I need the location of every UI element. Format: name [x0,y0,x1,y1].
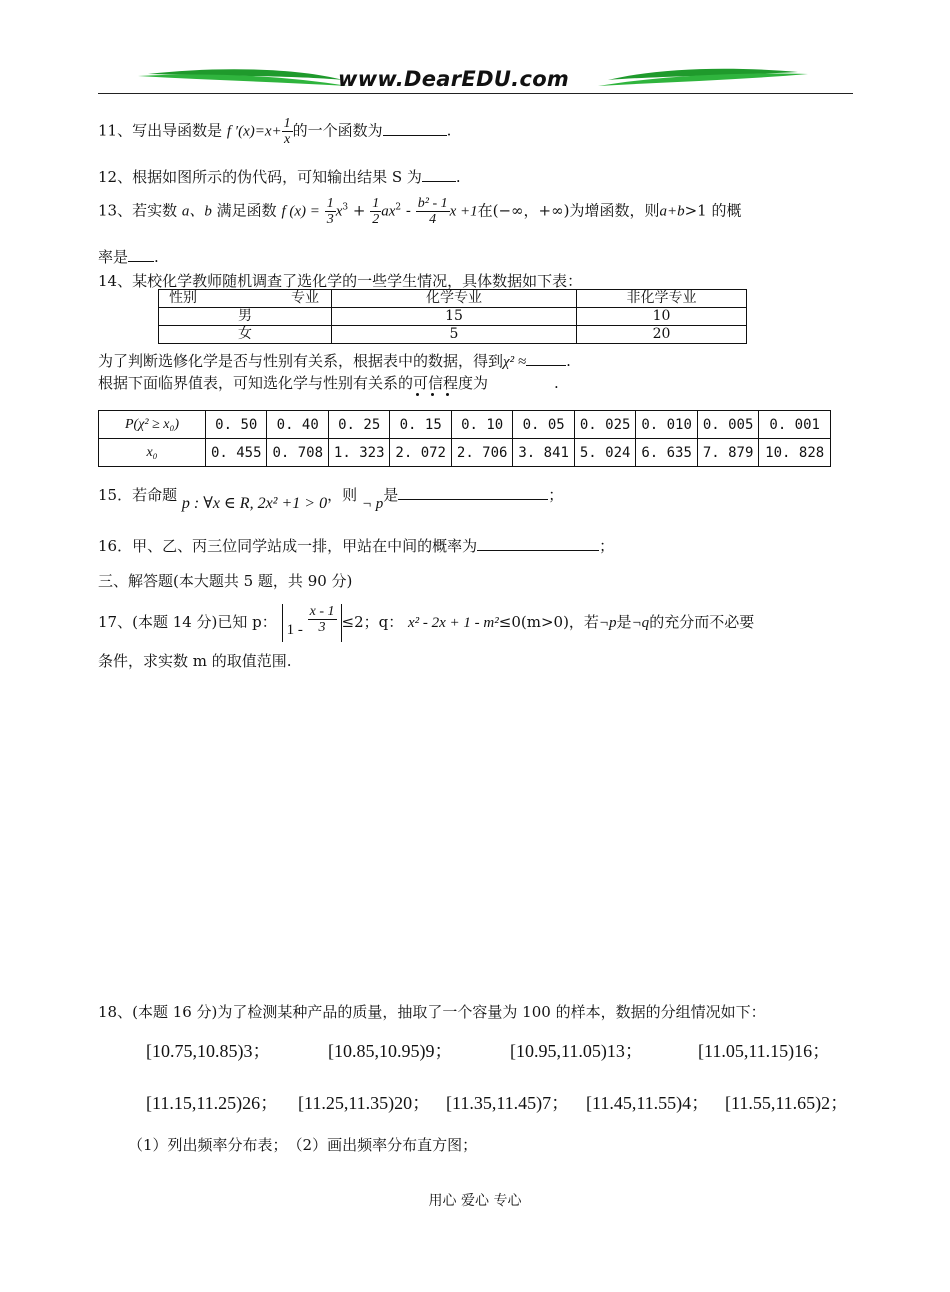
crit-x-cell: 2. 072 [390,439,451,467]
q13-term3: x +1 [449,203,478,220]
site-name: www.DearEDU.com [338,67,570,91]
question-13-line2 [98,246,159,267]
q11-fprime: f ′(x) [226,123,255,140]
question-18-tasks: （1）列出频率分布表； （2）画出频率分布直方图； [128,1136,478,1154]
q14-line2-text: 根据下面临界值表，可知选化学与性别有关系的可信程度为 [98,374,489,392]
table-row [159,308,747,326]
q11-frac-den: x [284,132,291,147]
q16-answer-blank[interactable] [477,536,599,551]
crit-p-label: P(χ² ≥ x₀) [99,411,206,439]
q17-text1: 17、(本题 14 分)已知 p： [98,613,277,631]
q13-f: f (x) = [281,203,320,220]
crit-x-cell: 2. 706 [451,439,512,467]
header-chem: 化学专业 [332,290,577,308]
interval-1: [10.75,10.85)3； [146,1041,271,1061]
q13-frac2-den: 2 [372,212,380,227]
question-11 [98,116,451,147]
corner-right-label: 专业 [291,290,319,306]
question-18-intro: 18、(本题 16 分)为了检测某种产品的质量，抽取了一个容量为 100 的样本，数据的分组情况如下： [98,1003,766,1021]
q13-answer-blank[interactable] [128,247,154,262]
question-14-line1 [98,350,571,371]
q14-chi-blank[interactable] [526,351,566,366]
crit-p-cell: 0. 40 [267,411,328,439]
crit-x-cell: 7. 879 [697,439,758,467]
crit-p-cell: 0. 50 [206,411,267,439]
crit-x-cell: 0. 708 [267,439,328,467]
q13-text3: 在(−∞，+∞)为增函数，则 [477,201,660,220]
interval-3: [10.95,11.05)13； [510,1041,643,1061]
q13-frac2 [370,196,381,227]
question-17-line2: 条件，求实数 m 的取值范围. [98,652,292,670]
crit-p-cell: 0. 010 [636,411,697,439]
q11-text: 11、写出导函数是 [98,121,223,140]
question-16 [98,535,614,556]
crit-p-cell: 0. 005 [697,411,758,439]
q17-expression: x² - 2x + 1 - m² [408,615,499,631]
interval-9: [11.55,11.65)2； [725,1093,849,1113]
table-row [99,411,831,439]
q17-text5: 的充分而不必要 [649,613,755,631]
interval-4: [11.05,11.15)16； [698,1041,831,1061]
q11-frac-num: 1 [283,116,291,131]
q14-end2: . [554,374,559,392]
q14-end1: . [566,352,571,370]
q13-frac1-den: 3 [326,212,334,227]
q17-text3: ≤0(m>0)，若 [498,613,599,631]
corner-cell [159,290,332,308]
table-row [99,439,831,467]
crit-p-cell: 0. 001 [759,411,831,439]
header-nonchem: 非化学专业 [577,290,747,308]
q15-text3: 是 [383,486,399,504]
q13-frac2-num: 1 [372,196,380,211]
q13-term2: ax [381,203,396,220]
q13-cond: a+b [659,203,685,220]
corner-left-label: 性别 [169,290,197,306]
q13-frac3-num: b² - 1 [417,196,448,211]
q17-frac-num: x - 1 [309,604,335,619]
q17-fraction [308,604,337,635]
interval-7: [11.35,11.45)7； [446,1093,570,1113]
question-14-line2 [98,372,559,393]
table-cell: 5 [332,326,577,344]
q13-text1: 13、若实数 [98,201,178,220]
q13-term1: x [335,203,343,220]
q11-fraction [282,116,293,147]
q15-negation: ¬ p [361,496,384,512]
q13-text2: 满足函数 [216,201,277,220]
q17-text4: 是 [616,613,632,631]
question-17 [98,604,754,642]
row-label: 女 [159,326,332,344]
crit-x-cell: 3. 841 [513,439,574,467]
emphasis-dot [446,393,449,396]
q13-frac1-num: 1 [326,196,334,211]
q15-proposition: p : ∀x ∈ R, 2x² +1 > 0 [181,495,328,512]
header-rule [98,93,853,94]
section-heading: 三、解答题(本大题共 5 题，共 90 分) [98,572,353,590]
q17-abs-value [282,604,342,642]
q11-answer-blank[interactable] [383,121,447,136]
crit-x-cell: 5. 024 [574,439,635,467]
crit-x-cell: 1. 323 [328,439,389,467]
q11-text2: 的一个函数为 [292,121,383,140]
interval-8: [11.45,11.55)4； [586,1093,710,1113]
q13-minus: - [405,201,411,220]
crit-p-cell: 0. 025 [574,411,635,439]
question-13: 13、若实数 a、b 满足函数 f (x) = $\frac{1}{3}$ $x^3$ + $\frac{1}{2}$ $ax^2$ - $\frac{\text{b² - 1}}{4}$ x +1在(−∞，+∞)为增函数，则a+b>1 的概 [98,196,742,227]
q16-end: ； [599,537,615,555]
table-row [159,326,747,344]
crit-x-cell: 10. 828 [759,439,831,467]
crit-x-cell: 6. 635 [636,439,697,467]
q13-vars: a、b [181,203,212,220]
q17-neg-q: ¬q [631,615,650,631]
q15-answer-blank[interactable] [398,485,548,500]
page-footer: 用心 爱心 专心 [428,1193,522,1209]
contingency-table [158,289,747,344]
q15-text2: ，则 [327,486,358,504]
emphasis-dot [416,393,419,396]
q13-frac3 [416,196,450,227]
crit-x-label: x₀ [99,439,206,467]
q12-end: . [455,168,461,186]
crit-x-cell: 0. 455 [206,439,267,467]
q12-answer-blank[interactable] [422,167,456,182]
q13-line2-text: 率是 [98,248,129,266]
q17-abs-left: 1 - [286,621,303,638]
q14-line1-text: 为了判断选修化学是否与性别有关系，根据表中的数据，得到 [98,352,504,370]
q17-text2: ≤2；q： [341,613,404,631]
interval-5: [11.15,11.25)26； [146,1093,279,1113]
table-row [159,290,747,308]
row-label: 男 [159,308,332,326]
interval-2: [10.85,10.95)9； [328,1041,453,1061]
q11-eq: =x+ [254,123,282,140]
q15-text1: 15．若命题 [98,486,178,504]
emphasis-dot [431,393,434,396]
question-12 [98,166,461,187]
q17-neg-p: ¬p [598,615,617,631]
q15-end: ； [548,486,564,504]
q13-frac3-den: 4 [429,212,437,227]
q12-text: 12、根据如图所示的伪代码，可知输出结果 S 为 [98,168,422,186]
q11-end: . [446,121,452,140]
table-cell: 10 [577,308,747,326]
critical-value-table [98,410,831,467]
table-cell: 15 [332,308,577,326]
interval-6: [11.25,11.35)20； [298,1093,431,1113]
q13-end: . [154,248,159,266]
question-14-intro: 14、某校化学教师随机调查了选化学的一些学生情况，具体数据如下表： [98,272,583,290]
q14-chi: χ² ≈ [503,354,527,370]
crit-p-cell: 0. 05 [513,411,574,439]
crit-p-cell: 0. 15 [390,411,451,439]
q17-frac-den: 3 [318,620,326,635]
crit-p-cell: 0. 10 [451,411,512,439]
q16-text: 16．甲、乙、丙三位同学站成一排，甲站在中间的概率为 [98,537,478,555]
table-cell: 20 [577,326,747,344]
crit-p-cell: 0. 25 [328,411,389,439]
q13-text4: >1 的概 [684,201,742,220]
q13-frac1 [325,196,336,227]
question-15 [98,484,564,512]
